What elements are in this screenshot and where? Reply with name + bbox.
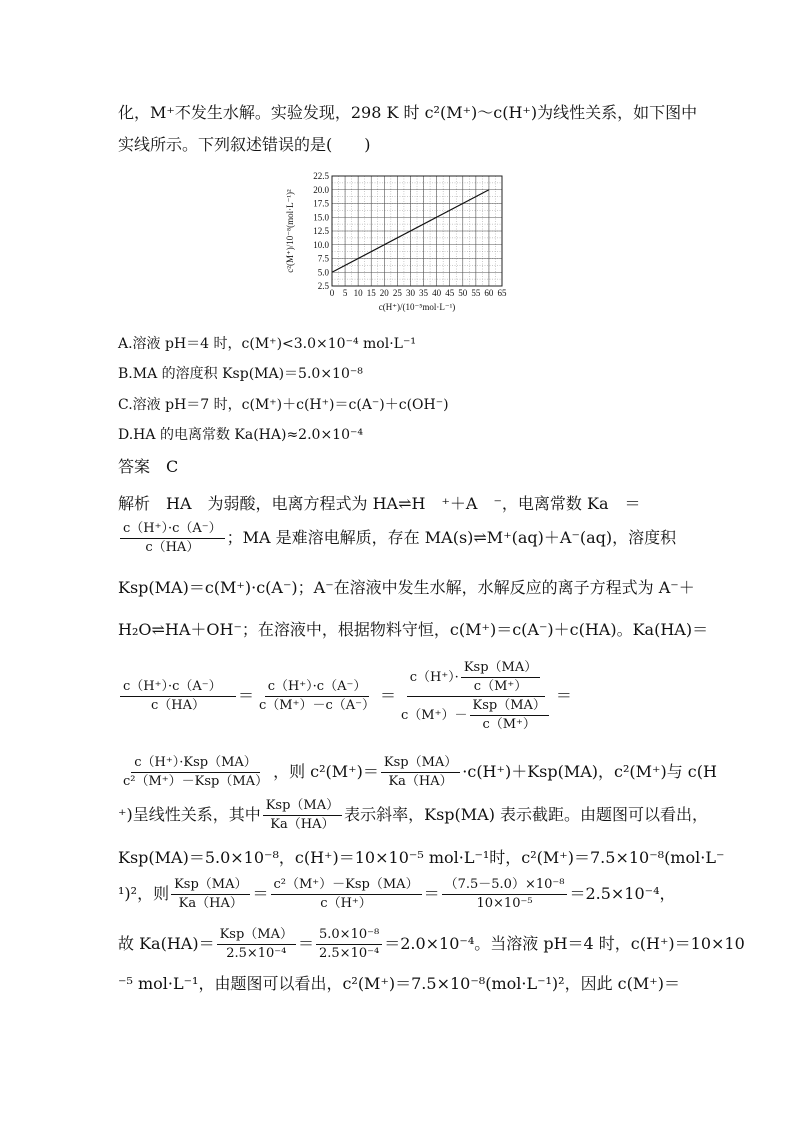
question-line-2: 实线所示。下列叙述错误的是( )	[118, 135, 371, 154]
l7-b: 表示斜率，Ksp(MA) 表示截距。由题图可以看出，	[344, 805, 709, 824]
eq2-f-num: c（H⁺）·Ksp（MA）	[131, 755, 260, 773]
eq2-f-den: c²（M⁺）－Ksp（MA）	[123, 774, 269, 789]
y-tick-label: 12.5	[313, 226, 329, 236]
x-tick-label: 35	[419, 288, 429, 298]
x-tick-label: 15	[366, 288, 376, 298]
y-tick-label: 17.5	[313, 198, 329, 209]
y-tick-label: 2.5	[317, 281, 329, 291]
eq3-a-num: Ksp（MA）	[171, 877, 250, 895]
eq3-frac-b	[271, 877, 422, 912]
eq1-f3-den-frac	[470, 698, 549, 733]
ka-frac-num: c（H⁺）·c（A⁻）	[120, 521, 225, 539]
eq4-tail: ＝2.0×10⁻⁴。当溶液 pH＝4 时，c(H⁺)＝10×10	[384, 934, 745, 953]
eq1-f3-den	[398, 697, 554, 733]
x-tick-label: 25	[392, 288, 402, 298]
eq1-f3-num-a: c（H⁺）·	[409, 670, 459, 685]
x-tick-label: 65	[497, 288, 507, 298]
equation-4: 故 Ka(HA)＝ $\frac{\text{Ksp（MA）}}{\text{2.5×10⁻⁴}}$ ＝ $\frac{\text{5.0×10⁻⁸}}{\text{2.5×10⁻⁴}}$ ＝2.0×10⁻⁴。当溶液 pH＝4 时，c(H⁺)＝10×10	[118, 927, 745, 961]
analysis-line-4: H₂O⇌HA＋OH⁻；在溶液中，根据物料守恒，c(M⁺)＝c(A⁻)＋c(HA)。Ka(HA)＝	[118, 620, 709, 639]
slope-fraction	[263, 798, 342, 833]
y-tick-label: 22.5	[313, 171, 329, 181]
x-tick-label: 0	[329, 288, 335, 298]
x-tick-label: 30	[405, 288, 415, 298]
eq1-f3-num-inner-den: c（M⁺）	[473, 679, 528, 694]
y-axis-label: c²(M⁺)/10⁻⁸(mol·L⁻¹)²	[285, 189, 295, 273]
slope-num: Ksp（MA）	[263, 798, 342, 816]
eq1-f3-num-inner-num: Ksp（MA）	[461, 660, 540, 678]
eq3-a-den: Ka（HA）	[178, 896, 243, 911]
eq4-pre: 故 Ka(HA)＝	[118, 934, 215, 953]
x-tick-label: 5	[342, 288, 348, 298]
analysis-line-7	[118, 798, 708, 833]
x-tick-label: 50	[458, 288, 468, 298]
eq1-f3-num-frac	[461, 660, 540, 695]
eq2-frac-1	[120, 755, 271, 790]
slope-den: Ka（HA）	[270, 817, 335, 832]
eq3-frac-a	[171, 877, 250, 912]
eq4-frac-a	[217, 927, 296, 962]
eq1-frac-2	[256, 679, 378, 714]
option-b: B.MA 的溶度积 Ksp(MA)＝5.0×10⁻⁸	[118, 366, 363, 382]
x-axis-label: c(H⁺)/(10⁻⁵mol·L⁻¹)	[378, 302, 456, 312]
chart	[280, 168, 520, 318]
x-tick-label: 60	[484, 288, 494, 298]
ka-fraction	[120, 521, 225, 556]
eq1-f3-den-a: c（M⁺）－	[401, 708, 468, 723]
answer-value: C	[166, 457, 179, 476]
eq4-a-num: Ksp（MA）	[217, 927, 296, 945]
eq4-b-den: 2.5×10⁻⁴	[319, 946, 380, 961]
y-tick-label: 15.0	[313, 212, 329, 223]
eq2-frac-2	[381, 755, 460, 790]
y-tick-label: 7.5	[317, 253, 329, 264]
y-tick-label: 20.0	[313, 184, 329, 195]
eq1-f3-den-inner-den: c（M⁺）	[482, 717, 536, 732]
eq3-b-den: c（H⁺）	[320, 896, 372, 911]
x-tick-label: 10	[353, 288, 363, 298]
x-tick-label: 40	[432, 288, 442, 298]
l7-a: ⁺)呈线性关系，其中	[118, 805, 261, 824]
analysis-line-8: Ksp(MA)＝5.0×10⁻⁸，c(H⁺)＝10×10⁻⁵ mol·L⁻¹时，c²(M⁺)＝7.5×10⁻⁸(mol·L⁻	[118, 848, 725, 867]
ka-frac-den: c（HA）	[145, 540, 200, 555]
y-tick-label: 10.0	[313, 239, 329, 250]
eq4-a-den: 2.5×10⁻⁴	[226, 946, 287, 961]
eq1-f1-num: c（H⁺）·c（A⁻）	[120, 679, 236, 697]
analysis-line-3: Ksp(MA)＝c(M⁺)·c(A⁻)；A⁻在溶液中发生水解，水解反应的离子方程式为 A⁻＋	[118, 578, 695, 597]
x-tick-label: 20	[379, 288, 389, 298]
eq3-c-num: （7.5－5.0）×10⁻⁸	[442, 877, 568, 895]
option-c: C.溶液 pH＝7 时，c(M⁺)＋c(H⁺)＝c(A⁻)＋c(OH⁻)	[118, 397, 449, 413]
eq3-pre: ¹)²，则	[118, 884, 170, 903]
eq1-f1-den: c（HA）	[150, 698, 205, 713]
eq1-f2-num: c（H⁺）·c（A⁻）	[265, 679, 370, 697]
eq3-tail: ＝2.5×10⁻⁴，	[569, 884, 676, 903]
x-tick-label: 55	[471, 288, 481, 298]
analysis-line-2-rest: ；MA 是难溶电解质，存在 MA(s)⇌M⁺(aq)＋A⁻(aq)，溶度积	[226, 528, 677, 547]
eq1-f3-den-inner-num: Ksp（MA）	[470, 698, 549, 716]
eq2-tail: ·c(H⁺)＋Ksp(MA)，c²(M⁺)与 c(H	[462, 762, 717, 781]
y-tick-label: 5.0	[317, 267, 329, 278]
question-line-1: 化，M⁺不发生水解。实验发现，298 K 时 c²(M⁺)～c(H⁺)为线性关系，如下图中	[118, 103, 698, 122]
eq2-g-num: Ksp（MA）	[381, 755, 460, 773]
analysis-line-1: 解析 HA 为弱酸，电离方程式为 HA⇌H ⁺＋A ⁻，电离常数 Ka ＝	[118, 494, 641, 513]
eq3-b-num: c²（M⁺）－Ksp（MA）	[271, 877, 422, 895]
eq1-frac-3	[398, 660, 554, 733]
eq2-g-den: Ka（HA）	[388, 774, 453, 789]
eq2-mid: ，则 c²(M⁺)＝	[273, 762, 379, 781]
eq1-f3-num	[407, 660, 546, 697]
x-tick-label: 45	[445, 288, 455, 298]
answer-label: 答案	[118, 457, 151, 476]
eq4-frac-b	[316, 927, 382, 962]
equation-3: ¹)²，则 $\frac{\text{Ksp（MA）}}{Ka(HA)}$ ＝ $\frac{\text{c²（M⁺）－Ksp（MA）}}{c(H^+)}$ ＝ $\frac{\text{（7.5－5.0）×10⁻⁸}}{\text{10×10⁻⁵}}$ ＝2.5×10⁻⁴，	[118, 877, 676, 911]
option-a: A.溶液 pH＝4 时，c(M⁺)<3.0×10⁻⁴ mol·L⁻¹	[118, 336, 416, 352]
equation-1: $\frac{c(H^+)\cdot c(A^-)}{c(HA)}$ ＝ $\frac{c(H^+)\cdot c(A^-)}{c(M^+)-c(A^-)}$ ＝ c（H⁺）· $\frac{\text{Ksp（MA）}}{c(M^+)}$ c（M⁺）－ $\frac{\text{Ksp（MA）}}{c(M^+)}$ ＝	[118, 660, 572, 733]
answer	[118, 457, 178, 477]
analysis-line-11: ⁻⁵ mol·L⁻¹，由题图可以看出，c²(M⁺)＝7.5×10⁻⁸(mol·L⁻¹)²，因此 c(M⁺)＝	[118, 974, 680, 993]
eq3-c-den: 10×10⁻⁵	[476, 896, 533, 911]
eq3-frac-c	[442, 877, 568, 912]
eq4-b-num: 5.0×10⁻⁸	[316, 927, 382, 945]
eq1-f2-den: c（M⁺）－c（A⁻）	[259, 698, 376, 713]
equation-2	[118, 755, 717, 790]
analysis-line-2	[118, 521, 676, 556]
option-d: D.HA 的电离常数 Ka(HA)≈2.0×10⁻⁴	[118, 427, 363, 443]
eq1-frac-1	[120, 679, 236, 714]
